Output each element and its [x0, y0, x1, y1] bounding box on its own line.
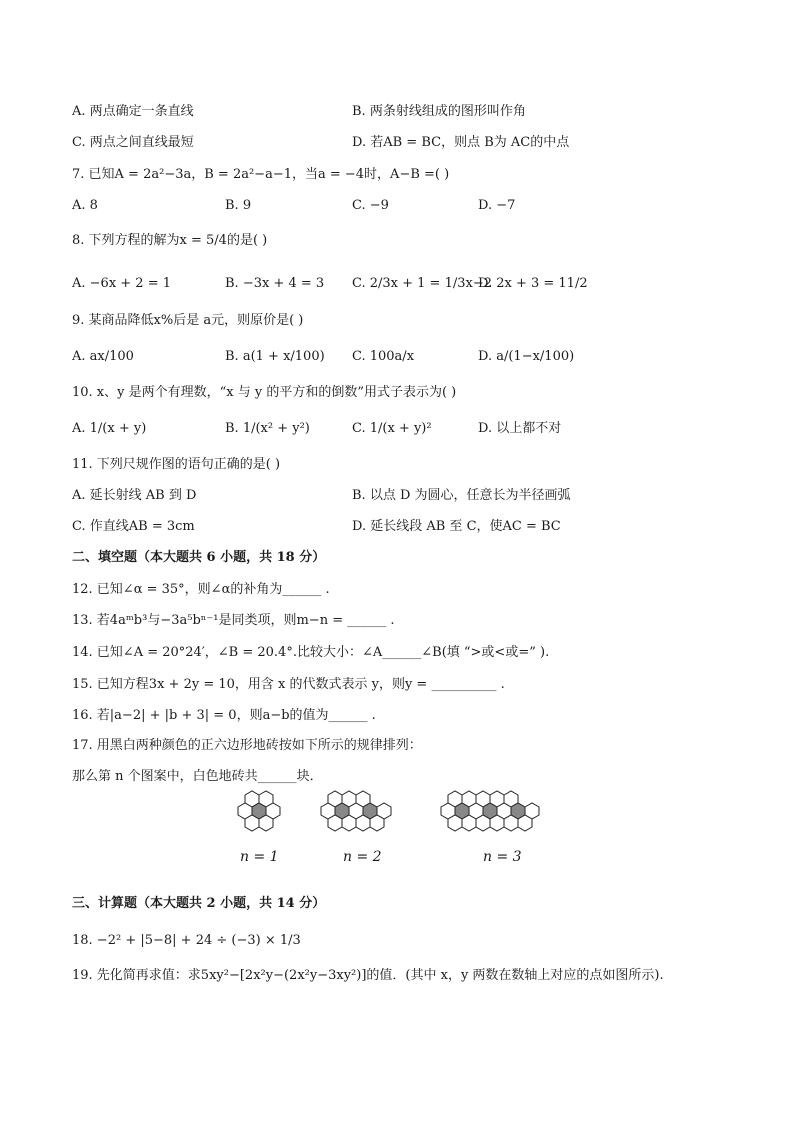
- q6-option-c: C. 两点之间直线最短: [72, 135, 194, 150]
- q8-stem: 8. 下列方程的解为x = 5/4的是( ): [72, 233, 268, 248]
- figure-label-1: n = 1: [240, 849, 279, 865]
- q12: 12. 已知∠α = 35°，则∠α的补角为______ .: [72, 582, 330, 597]
- q7-option-b: B. 9: [225, 198, 252, 213]
- q9-stem: 9. 某商品降低x%后是 a元，则原价是( ): [72, 313, 304, 328]
- q11-stem: 11. 下列尺规作图的语句正确的是( ): [72, 457, 281, 472]
- q9-option-c: C. 100a/x: [352, 349, 415, 364]
- q7-option-c: C. −9: [352, 198, 389, 213]
- q7-option-a: A. 8: [72, 198, 98, 213]
- q18: 18. −2² + |5−8| + 24 ÷ (−3) × 1/3: [72, 933, 301, 948]
- q17: 17. 用黑白两种颜色的正六边形地砖按如下所示的规律排列：: [72, 738, 422, 753]
- q11-option-a: A. 延长射线 AB 到 D: [72, 488, 197, 503]
- q8-option-a: A. −6x + 2 = 1: [72, 276, 172, 291]
- q17-continuation: 那么第 n 个图案中，白色地砖共______块．: [72, 769, 323, 784]
- q6-option-b: B. 两条射线组成的图形叫作角: [352, 104, 526, 119]
- q9-option-a: A. ax/100: [72, 349, 134, 364]
- q10-option-c: C. 1/(x + y)²: [352, 421, 432, 436]
- q6-option-d: D. 若AB = BC，则点 B为 AC的中点: [352, 135, 570, 150]
- q9-option-d: D. a/(1−x/100): [478, 349, 575, 364]
- q7-stem: 7. 已知A = 2a²−3a，B = 2a²−a−1，当a = −4时，A−B =( ): [72, 167, 450, 182]
- q11-option-b: B. 以点 D 为圆心，任意长为半径画弧: [352, 488, 571, 503]
- q9-option-b: B. a(1 + x/100): [225, 349, 325, 364]
- q13: 13. 若4aᵐb³与−3a⁵bⁿ⁻¹是同类项，则m−n = ______ .: [72, 613, 395, 628]
- q8-option-b: B. −3x + 4 = 3: [225, 276, 325, 291]
- q6-option-a: A. 两点确定一条直线: [72, 104, 194, 119]
- q10-option-d: D. 以上都不对: [478, 421, 562, 436]
- figure-label-2: n = 2: [343, 849, 382, 865]
- hexagon-tile-figures: [225, 790, 585, 840]
- hex-figure-3: [441, 791, 539, 831]
- q11-option-d: D. 延长线段 AB 至 C，使AC = BC: [352, 519, 561, 534]
- q10-stem: 10. x、y 是两个有理数，“x 与 y 的平方和的倒数”用式子表示为( ): [72, 385, 457, 400]
- q16: 16. 若|a−2| + |b + 3| = 0，则a−b的值为______ .: [72, 708, 376, 723]
- q8-option-c: C. 2/3x + 1 = 1/3x−2: [352, 276, 493, 291]
- q10-option-a: A. 1/(x + y): [72, 421, 147, 436]
- section-3-heading: 三、计算题（本大题共 2 小题，共 14 分）: [72, 896, 326, 911]
- q8-option-d: D. 2x + 3 = 11/2: [478, 276, 588, 291]
- q10-option-b: B. 1/(x² + y²): [225, 421, 310, 436]
- figure-label-3: n = 3: [483, 849, 522, 865]
- hex-figure-1: [238, 791, 280, 831]
- q19: 19. 先化简再求值：求5xy²−[2x²y−(2x²y−3xy²)]的值．(其中 x，y 两数在数轴上对应的点如图所示).: [72, 968, 664, 983]
- hex-figure-2: [321, 791, 391, 831]
- section-2-heading: 二、填空题（本大题共 6 小题，共 18 分）: [72, 550, 326, 565]
- q15: 15. 已知方程3x + 2y = 10，用含 x 的代数式表示 y，则y = __________ .: [72, 677, 505, 692]
- q7-option-d: D. −7: [478, 198, 516, 213]
- q14: 14. 已知∠A = 20°24′，∠B = 20.4°.比较大小：∠A______∠B(填 “>或<或=” ).: [72, 645, 550, 660]
- q11-option-c: C. 作直线AB = 3cm: [72, 519, 195, 534]
